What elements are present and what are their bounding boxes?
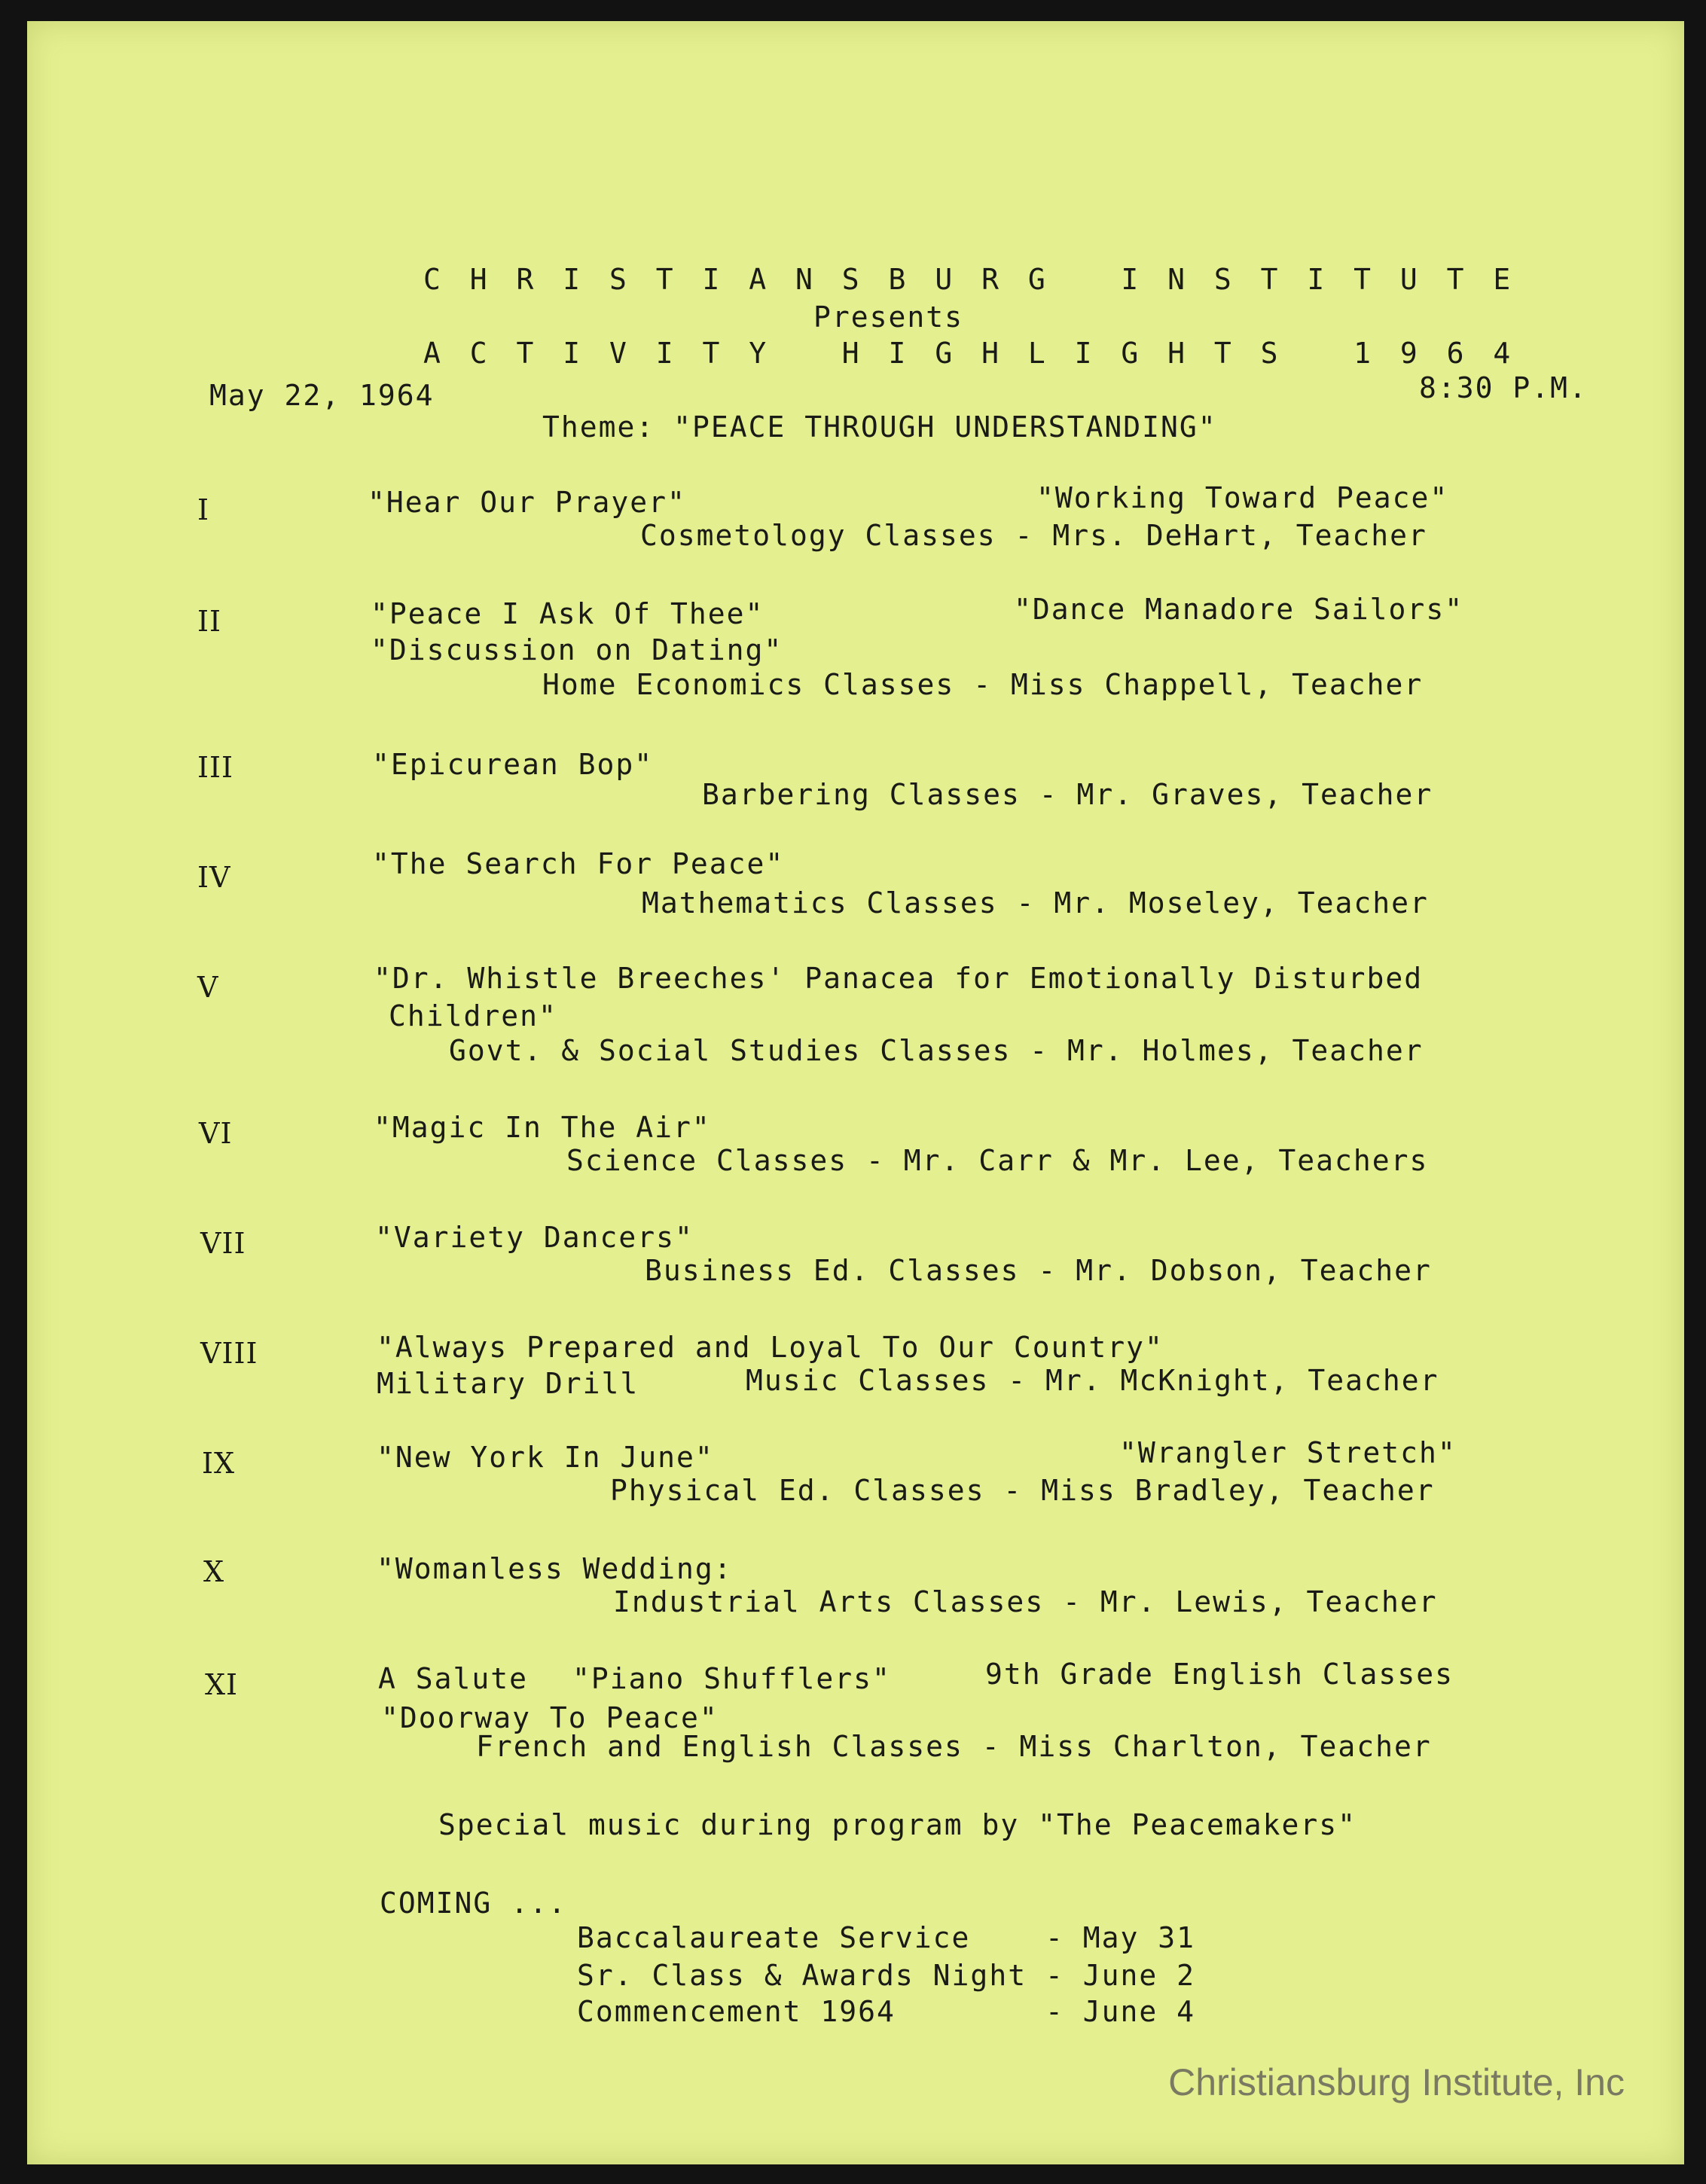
institution-name: C H R I S T I A N S B U R G I N S T I T U T E [423,263,1517,296]
archive-watermark: Christiansburg Institute, Inc [1168,2061,1625,2103]
item-numeral: V [197,971,219,1004]
item-title: "Discussion on Dating" [371,633,783,666]
event-title: A C T I V I T Y H I G H L I G H T S 1 9 6 4 [423,337,1517,370]
item-numeral: VIII [200,1337,258,1370]
item-credit: 9th Grade English Classes [985,1658,1454,1691]
item-numeral: IV [197,861,231,894]
theme-line: Theme: "PEACE THROUGH UNDERSTANDING" [542,410,1217,444]
item-title: "Wrangler Stretch" [1119,1436,1457,1469]
coming-event-date: - May 31 [1045,1921,1196,1954]
event-time: 8:30 P.M. [1419,371,1588,404]
item-credit: Home Economics Classes - Miss Chappell, Teacher [542,668,1424,701]
item-numeral: II [197,605,222,638]
item-title: "Womanless Wedding: [377,1552,733,1585]
item-numeral: VI [199,1117,233,1150]
item-title: "Variety Dancers" [375,1221,694,1254]
item-credit: Music Classes - Mr. McKnight, Teacher [746,1364,1439,1397]
item-credit: Mathematics Classes - Mr. Moseley, Teacher [642,886,1429,920]
item-credit: Industrial Arts Classes - Mr. Lewis, Teacher [613,1585,1438,1618]
item-title: "Epicurean Bop" [372,748,654,781]
coming-event-date: - June 4 [1045,1995,1196,2028]
item-credit: Govt. & Social Studies Classes - Mr. Holmes, Teacher [449,1034,1424,1067]
item-numeral: III [197,751,234,784]
item-numeral: XI [205,1668,239,1701]
item-title: "Magic In The Air" [374,1111,711,1144]
item-title: Military Drill [377,1367,639,1400]
item-title: "Doorway To Peace" [381,1701,719,1734]
item-title: "Always Prepared and Loyal To Our Country" [377,1331,1164,1364]
coming-event-name: Sr. Class & Awards Night [577,1959,1027,1992]
special-music-note: Special music during program by "The Peacemakers" [438,1808,1357,1841]
item-title: "The Search For Peace" [372,847,785,880]
item-credit: Business Ed. Classes - Mr. Dobson, Teacher [645,1254,1432,1287]
item-credit: Barbering Classes - Mr. Graves, Teacher [702,778,1433,811]
item-title: "New York In June" [377,1441,714,1474]
item-credit: Physical Ed. Classes - Miss Bradley, Teacher [610,1474,1435,1507]
item-title: "Dance Manadore Sailors" [1014,593,1464,626]
item-credit: Cosmetology Classes - Mrs. DeHart, Teacher [640,519,1427,552]
item-title: "Hear Our Prayer" [368,486,686,519]
event-date: May 22, 1964 [209,379,435,412]
item-credit: French and English Classes - Miss Charlton, Teacher [476,1730,1432,1763]
item-numeral: I [197,493,210,526]
item-title: "Piano Shufflers" [572,1662,891,1695]
coming-label: COMING ... [380,1887,567,1920]
presents-line: Presents [813,300,964,334]
item-numeral: VII [200,1227,246,1260]
item-title: Children" [389,999,557,1033]
coming-event-name: Commencement 1964 [577,1995,896,2028]
item-numeral: X [203,1555,225,1588]
item-credit: Science Classes - Mr. Carr & Mr. Lee, Teachers [566,1144,1429,1177]
coming-event-name: Baccalaureate Service [577,1921,971,1954]
coming-event-date: - June 2 [1045,1959,1196,1992]
item-numeral: IX [202,1447,236,1480]
item-title: "Peace I Ask Of Thee" [371,597,764,630]
item-title: "Dr. Whistle Breeches' Panacea for Emotionally Disturbed [374,962,1424,995]
item-title: A Salute [378,1662,529,1695]
item-title: "Working Toward Peace" [1036,481,1449,514]
